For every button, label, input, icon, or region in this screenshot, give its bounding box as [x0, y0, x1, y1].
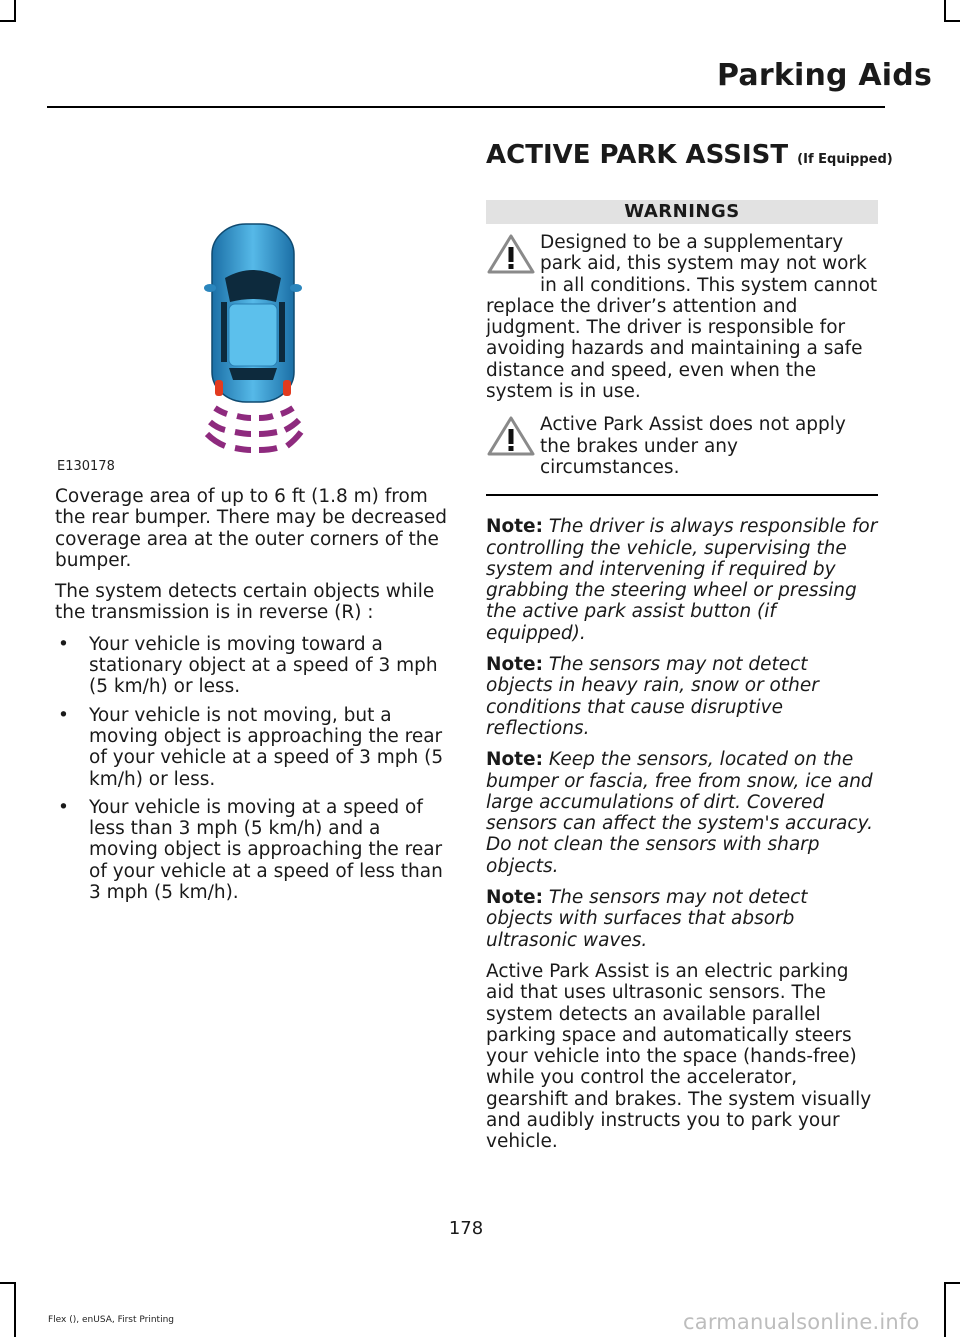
note-paragraph: [486, 887, 878, 951]
note-text: The driver is always responsible for controlling the vehicle, supervising the system and intervening if required by grabbing the steering wheel or pressing the active park assist button (if equipped).: [486, 516, 878, 644]
crop-mark: [944, 1282, 960, 1284]
list-item-text: Your vehicle is moving toward a stationary object at a speed of 3 mph (5 km/h) or less.: [89, 633, 438, 698]
active-park-assist-description: Active Park Assist is an electric parking aid that uses ultrasonic sensors. The system detects an available parallel parking space and automatically steers your vehicle into the space (hands-free) while you control the accelerator, gearshift and brakes. The system visually and audibly instructs you to park your vehicle.: [486, 960, 872, 1153]
warning-text: Active Park Assist does not apply the brakes under any circumstances.: [540, 414, 846, 478]
list-item: [55, 797, 450, 903]
note-paragraph: [486, 654, 878, 739]
watermark: carmanualsonline.info: [683, 1310, 920, 1334]
note-label: Note:: [486, 749, 543, 771]
car-top-view-illustration: [55, 210, 450, 480]
note-text: The sensors may not detect objects with surfaces that absorb ultrasonic waves.: [486, 887, 808, 951]
left-column: [55, 486, 450, 910]
list-item: [55, 634, 450, 698]
crop-mark: [944, 0, 946, 22]
note-text: Keep the sensors, located on the bumper or fascia, free from snow, ice and large accumulations of dirt. Covered sensors can affect the system's accuracy. Do not clean the sensors with sharp objects.: [486, 749, 873, 877]
crop-mark: [0, 20, 16, 22]
detection-conditions-list: [55, 634, 450, 904]
detection-intro-paragraph: The system detects certain objects while the transmission is in reverse (R) :: [55, 581, 435, 624]
note-text: The sensors may not detect objects in heavy rain, snow or other conditions that cause disruptive reflections.: [486, 654, 819, 739]
page-header-title: Parking Aids: [717, 58, 932, 93]
crop-mark: [944, 20, 960, 22]
crop-mark: [14, 1282, 16, 1337]
figure-label: E130178: [57, 459, 115, 474]
bullet-marker: •: [58, 796, 69, 818]
crop-mark: [0, 1282, 16, 1284]
header-rule: [47, 106, 885, 108]
warning-block: [486, 232, 878, 402]
warning-text: Designed to be a supplementary park aid, this system may not work in all conditions. This system cannot replace the driver’s attention and judgment. The driver is responsible for avoiding hazards and maintaining a safe distance and speed, even when the system is in use.: [486, 232, 878, 403]
coverage-paragraph: Coverage area of up to 6 ft (1.8 m) from the rear bumper. There may be decreased coverage area at the outer corners of the bumper.: [55, 486, 447, 571]
bullet-marker: •: [58, 704, 69, 726]
list-item: [55, 705, 450, 790]
warnings-end-rule: [486, 494, 878, 496]
note-label: Note:: [486, 654, 543, 676]
warning-block: [486, 414, 878, 478]
note-paragraph: [486, 516, 878, 644]
section-title: [486, 140, 893, 185]
note-label: Note:: [486, 516, 543, 538]
list-item-text: Your vehicle is moving at a speed of less than 3 mph (5 km/h) and a moving object is approaching the rear of your vehicle at a speed of less than 3 mph (5 km/h).: [89, 796, 443, 904]
section-title-text: ACTIVE PARK ASSIST: [486, 140, 789, 170]
section-title-suffix: (If Equipped): [797, 152, 893, 167]
note-paragraph: [486, 749, 878, 877]
right-column: [486, 140, 893, 1153]
footer-imprint: Flex (), enUSA, First Printing: [48, 1315, 174, 1325]
crop-mark: [944, 1282, 946, 1337]
crop-mark: [14, 0, 16, 22]
page-number: 178: [448, 1218, 484, 1239]
warning-triangle-icon: [486, 415, 536, 457]
bullet-marker: •: [58, 633, 69, 655]
warning-triangle-icon: [486, 233, 536, 275]
warnings-heading: WARNINGS: [486, 200, 878, 224]
list-item-text: Your vehicle is not moving, but a moving object is approaching the rear of your vehicle at a speed of 3 mph (5 km/h) or less.: [89, 704, 444, 790]
parking-sensor-figure: [55, 210, 450, 480]
note-label: Note:: [486, 887, 543, 909]
